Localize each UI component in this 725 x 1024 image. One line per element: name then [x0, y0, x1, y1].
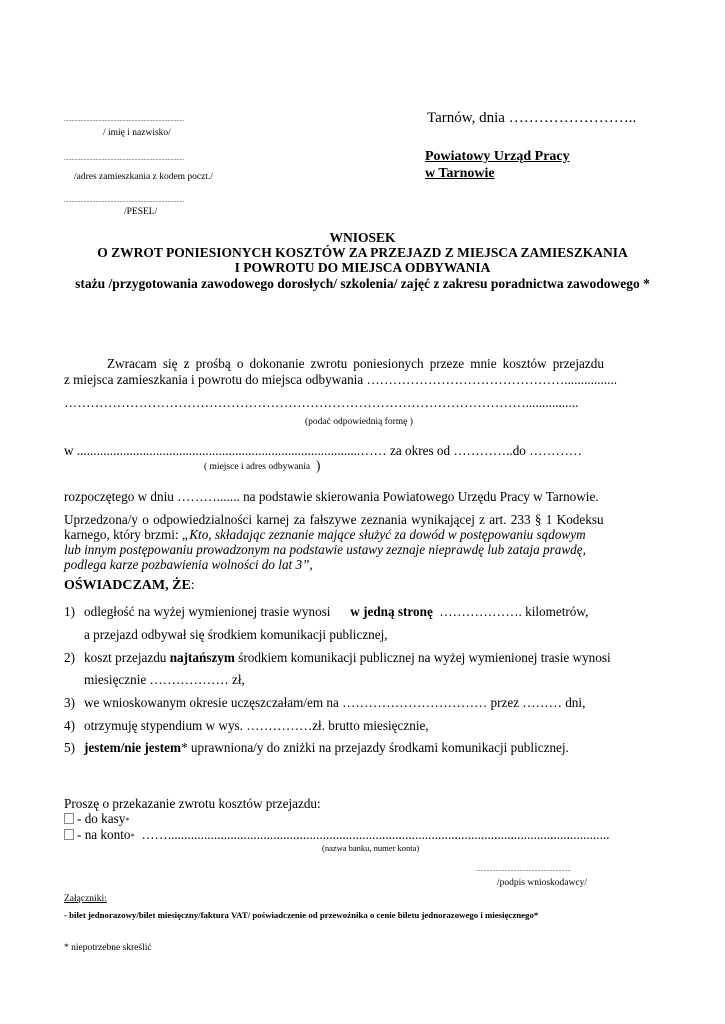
- item4-line: otrzymuję stypendium w wys. ……………zł. brutto miesięcznie,: [84, 718, 429, 733]
- place-date: Tarnów, dnia ……………………..: [427, 110, 637, 126]
- form-caption: (podać odpowiednią formę ): [305, 417, 413, 427]
- account-dots: ……......................................................................................................................................: [141, 827, 610, 842]
- option-account-star: *: [130, 831, 135, 841]
- account-checkbox[interactable]: [64, 829, 74, 840]
- title-line1: WNIOSEK: [329, 230, 396, 245]
- title-line4: stażu /przygotowania zawodowego dorosłych/ szkolenia/ zajęć z zakresu poradnictwa zawodowego *: [75, 276, 650, 291]
- item2-number: 2): [64, 650, 75, 665]
- option-account-label: - na konto: [77, 827, 131, 842]
- place-caption-paren: ): [316, 458, 321, 473]
- item2-line1: [84, 650, 611, 666]
- item2-c: środkiem komunikacji publicznej na wyżej wymienionej trasie wynosi: [234, 650, 611, 665]
- declare-text: OŚWIADCZAM, ŻE: [64, 578, 191, 593]
- warning-line2-a: karnego, który brzmi:: [64, 527, 182, 542]
- place-caption: ( miejsce i adres odbywania: [204, 462, 311, 472]
- signature-caption: /podpis wnioskodawcy/: [497, 878, 587, 888]
- item5-line: [84, 740, 569, 756]
- address-caption: /adres zamieszkania z kodem poczt./: [74, 172, 214, 182]
- transfer-request: Proszę o przekazanie zwrotu kosztów przejazdu:: [64, 796, 321, 811]
- warning-line4: podlega karze pozbawienia wolności do lat 3”,: [64, 557, 313, 572]
- item2-line2: miesięcznie ……………… zł,: [84, 672, 245, 687]
- request-line1: Zwracam się z prośbą o dokonanie zwrotu poniesionych przeze mnie kosztów przejazdu: [107, 356, 604, 371]
- name-dots: ................................................................................: [64, 117, 184, 123]
- request-line2: z miejsca zamieszkania i powrotu do miejsca odbywania ………………………………………................: [64, 372, 618, 387]
- warning-line1: Uprzedzona/y o odpowiedzialności karnej za fałszywe zeznania wynikającej z art. 233 § 1 Kodeksu: [64, 512, 604, 527]
- title-line3: I POWROTU DO MIEJSCA ODBYWANIA: [234, 260, 491, 275]
- office-line2: w Tarnowie: [425, 166, 495, 181]
- option-account: [64, 827, 609, 843]
- item5-number: 5): [64, 740, 75, 755]
- item5-b: * uprawniona/y do zniżki na przejazdy środkami komunikacji publicznej.: [181, 740, 569, 755]
- name-caption: / imię i nazwisko/: [103, 128, 171, 138]
- title-line2: O ZWROT PONIESIONYCH KOSZTÓW ZA PRZEJAZD Z MIEJSCA ZAMIESZKANIA: [97, 245, 628, 260]
- place-period-line: w ......................................................................................…… za okres od …………..do …………: [64, 443, 582, 458]
- warning-quote-start: „Kto, składając zeznanie mające służyć za dowód w postępowaniu sądowym: [181, 527, 586, 542]
- item3-line: we wnioskowanym okresie uczęszczałam/em na …………………………… przez ……… dni,: [84, 695, 586, 710]
- item1-line2: a przejazd odbywał się środkiem komunikacji publicznej,: [84, 627, 388, 642]
- pesel-caption: /PESEL/: [124, 207, 158, 217]
- item2-a: koszt przejazdu: [84, 650, 170, 665]
- address-dots: ................................................................................: [64, 156, 184, 162]
- item1-c: ………………. kilometrów,: [439, 604, 589, 619]
- request-line3: ……………………………………………………………………………………………................: [64, 395, 579, 410]
- footnote: * niepotrzebne skreślić: [64, 943, 152, 953]
- declare-colon: :: [190, 578, 195, 593]
- warning-line2: [64, 527, 586, 543]
- declare-heading: [64, 578, 195, 594]
- item1-a: odległość na wyżej wymienionej trasie wynosi: [84, 604, 331, 619]
- item1-line1: [84, 604, 588, 620]
- option-cash: [64, 811, 130, 827]
- pesel-dots: ................................................................................: [64, 198, 184, 204]
- item1-b: w jedną stronę: [350, 604, 433, 619]
- warning-line3: lub innym postępowaniu prowadzonym na podstawie ustawy zeznaje nieprawdę lub zataja prawdę,: [64, 542, 586, 557]
- item3-number: 3): [64, 695, 75, 710]
- attachments-label: Załączniki:: [64, 894, 107, 904]
- option-cash-star: *: [125, 815, 130, 825]
- option-cash-label: - do kasy: [77, 811, 126, 826]
- bank-caption: (nazwa banku, numer konta): [322, 843, 420, 853]
- item5-a: jestem/nie jestem: [84, 740, 182, 755]
- item2-b: najtańszym: [169, 650, 235, 665]
- item1-number: 1): [64, 604, 75, 619]
- office-line1: Powiatowy Urząd Pracy: [425, 149, 570, 164]
- cash-checkbox[interactable]: [64, 813, 74, 824]
- signature-dots: ...............................................................: [476, 867, 571, 873]
- item4-number: 4): [64, 718, 75, 733]
- attachments-text: - bilet jednorazowy/bilet miesięczny/faktura VAT/ poświadczenie od przewoźnika o cenie biletu jednorazowego i miesięcznego*: [64, 910, 539, 920]
- started-line: rozpoczętego w dniu ………....... na podstawie skierowania Powiatowego Urzędu Pracy w Tarnowie.: [64, 489, 599, 504]
